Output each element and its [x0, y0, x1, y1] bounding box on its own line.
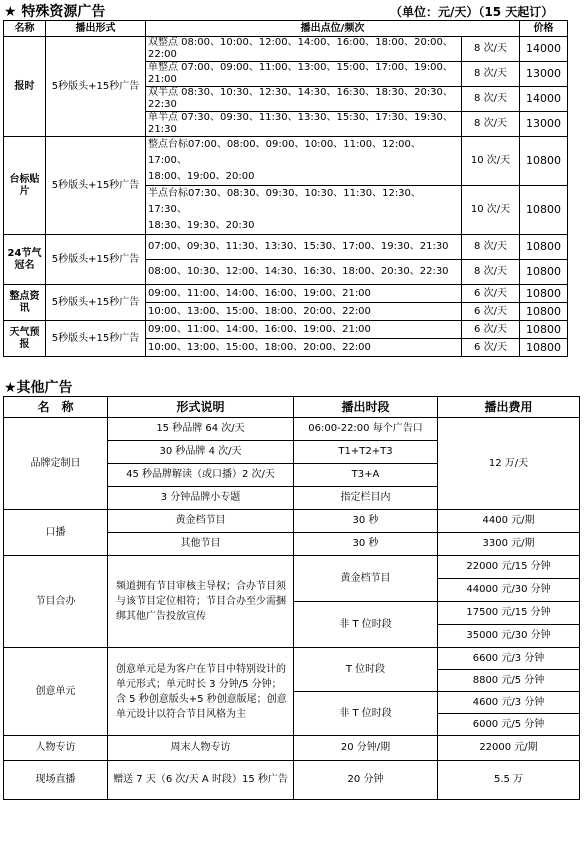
row-fee: 4600 元/3 分钟	[438, 692, 580, 714]
row-points: 09:00、11:00、14:00、16:00、19:00、21:00	[146, 321, 462, 339]
row-fee: 6600 元/3 分钟	[438, 648, 580, 670]
row-name: 整点资讯	[4, 285, 46, 321]
row-points: 09:00、11:00、14:00、16:00、19:00、21:00	[146, 285, 462, 303]
table-row	[4, 321, 568, 339]
row-name: 口播	[4, 510, 108, 556]
row-freq: 8 次/天	[462, 112, 520, 137]
row-name: 天气预报	[4, 321, 46, 357]
table-row	[4, 556, 580, 579]
row-time: 非 T 位时段	[294, 692, 438, 736]
row-freq: 10 次/天	[462, 186, 520, 235]
row-time: T1+T2+T3	[294, 441, 438, 464]
row-points	[146, 186, 462, 235]
row-desc: 创意单元是为客户在节目中特别设计的单元形式；单元时长 3 分钟/5 分钟；含 5 秒创意版头+5 秒创意版尾；创意单元设计以符合节目风格为主	[108, 648, 294, 736]
row-price: 10800	[520, 321, 568, 339]
row-form: 3 分钟品牌小专题	[108, 487, 294, 510]
row-fee: 5.5 万	[438, 761, 580, 800]
row-time: 30 秒	[294, 533, 438, 556]
header-name: 名 称	[4, 397, 108, 418]
table-row	[4, 510, 580, 533]
row-fee: 8800 元/5 分钟	[438, 670, 580, 692]
row-time: 20 分钟/期	[294, 736, 438, 761]
table-header-row	[4, 397, 580, 418]
row-form: 5秒版头+15秒广告	[46, 37, 146, 137]
row-points: 08:00、10:30、12:00、14:30、16:30、18:00、20:30、22:30	[146, 260, 462, 285]
row-freq: 8 次/天	[462, 260, 520, 285]
row-name: 品牌定制日	[4, 418, 108, 510]
unit-note: （单位：元/天）（15 天起订）	[390, 5, 554, 19]
row-price: 10800	[520, 186, 568, 235]
row-time: T 位时段	[294, 648, 438, 692]
row-points: 07:00、09:30、11:30、13:30、15:30、17:00、19:30、21:30	[146, 235, 462, 260]
row-points: 单半点 07:30、09:30、11:30、13:30、15:30、17:30、19:30、21:30	[146, 112, 462, 137]
row-price: 13000	[520, 112, 568, 137]
row-desc: 频道拥有节目审核主导权；合办节目须与该节目定位相符；节目合办至少需捆绑其他广告投放宣传	[108, 556, 294, 648]
row-time: 黄金档节目	[294, 556, 438, 602]
row-form: 5秒版头+15秒广告	[46, 235, 146, 285]
row-price: 10800	[520, 339, 568, 357]
row-fee: 12 万/天	[438, 418, 580, 510]
section2-title: ★其他广告	[4, 380, 73, 396]
header-time: 播出时段	[294, 397, 438, 418]
row-freq: 8 次/天	[462, 87, 520, 112]
header-name: 名称	[4, 21, 46, 37]
table-row	[4, 235, 568, 260]
row-form: 15 秒品牌 64 次/天	[108, 418, 294, 441]
special-resource-table	[3, 20, 568, 357]
row-freq: 10 次/天	[462, 137, 520, 186]
row-points: 双整点 08:00、10:00、12:00、14:00、16:00、18:00、20:00、22:00	[146, 37, 462, 62]
row-fee: 22000 元/期	[438, 736, 580, 761]
row-time: 20 分钟	[294, 761, 438, 800]
row-points: 双半点 08:30、10:30、12:30、14:30、16:30、18:30、20:30、22:30	[146, 87, 462, 112]
row-points-line: 半点台标07:30、08:30、09:30、10:30、11:30、12:30、17:30、	[148, 188, 421, 215]
table-header-row	[4, 21, 568, 37]
row-freq: 8 次/天	[462, 235, 520, 260]
row-price: 10800	[520, 137, 568, 186]
table-row	[4, 736, 580, 761]
row-price: 10800	[520, 235, 568, 260]
table-row	[4, 418, 580, 441]
other-ads-table	[3, 396, 580, 800]
row-name: 现场直播	[4, 761, 108, 800]
table-row	[4, 648, 580, 670]
row-freq: 6 次/天	[462, 321, 520, 339]
row-form: 5秒版头+15秒广告	[46, 321, 146, 357]
row-price: 14000	[520, 87, 568, 112]
header-fee: 播出费用	[438, 397, 580, 418]
row-form: 30 秒品牌 4 次/天	[108, 441, 294, 464]
row-freq: 6 次/天	[462, 303, 520, 321]
row-points-line: 18:00、19:00、20:00	[148, 171, 255, 182]
row-form: 其他节目	[108, 533, 294, 556]
row-time: T3+A	[294, 464, 438, 487]
header-points: 播出点位/频次	[146, 21, 520, 37]
row-freq: 6 次/天	[462, 285, 520, 303]
row-points: 单整点 07:00、09:00、11:00、13:00、15:00、17:00、19:00、21:00	[146, 62, 462, 87]
row-name: 报时	[4, 37, 46, 137]
row-name: 人物专访	[4, 736, 108, 761]
row-points: 10:00、13:00、15:00、18:00、20:00、22:00	[146, 303, 462, 321]
row-fee: 17500 元/15 分钟	[438, 602, 580, 625]
row-freq: 6 次/天	[462, 339, 520, 357]
row-points: 10:00、13:00、15:00、18:00、20:00、22:00	[146, 339, 462, 357]
row-form: 黄金档节目	[108, 510, 294, 533]
row-form: 5秒版头+15秒广告	[46, 137, 146, 235]
row-points-line: 整点台标07:00、08:00、09:00、10:00、11:00、12:00、17:00、	[148, 139, 421, 166]
row-price: 10800	[520, 260, 568, 285]
section1-title: ★ 特殊资源广告	[4, 4, 106, 20]
row-points	[146, 137, 462, 186]
table-row	[4, 37, 568, 62]
row-form: 周末人物专访	[108, 736, 294, 761]
row-time: 06:00-22:00 每个广告口	[294, 418, 438, 441]
row-price: 13000	[520, 62, 568, 87]
row-fee: 35000 元/30 分钟	[438, 625, 580, 648]
row-form: 45 秒品牌解读（或口播）2 次/天	[108, 464, 294, 487]
row-price: 10800	[520, 285, 568, 303]
row-name: 台标贴片	[4, 137, 46, 235]
row-freq: 8 次/天	[462, 37, 520, 62]
row-fee: 3300 元/期	[438, 533, 580, 556]
row-price: 10800	[520, 303, 568, 321]
row-name: 创意单元	[4, 648, 108, 736]
row-name: 节目合办	[4, 556, 108, 648]
row-name: 24节气冠名	[4, 235, 46, 285]
row-fee: 4400 元/期	[438, 510, 580, 533]
table-row	[4, 761, 580, 800]
header-form: 播出形式	[46, 21, 146, 37]
row-points-line: 18:30、19:30、20:30	[148, 220, 255, 231]
table-row	[4, 285, 568, 303]
row-form: 5秒版头+15秒广告	[46, 285, 146, 321]
row-fee: 44000 元/30 分钟	[438, 579, 580, 602]
row-freq: 8 次/天	[462, 62, 520, 87]
row-time: 非 T 位时段	[294, 602, 438, 648]
row-time: 30 秒	[294, 510, 438, 533]
row-price: 14000	[520, 37, 568, 62]
row-form: 赠送 7 天（6 次/天 A 时段）15 秒广告	[108, 761, 294, 800]
row-time: 指定栏目内	[294, 487, 438, 510]
row-fee: 22000 元/15 分钟	[438, 556, 580, 579]
header-price: 价格	[520, 21, 568, 37]
table-row	[4, 137, 568, 186]
row-fee: 6000 元/5 分钟	[438, 714, 580, 736]
header-form: 形式说明	[108, 397, 294, 418]
